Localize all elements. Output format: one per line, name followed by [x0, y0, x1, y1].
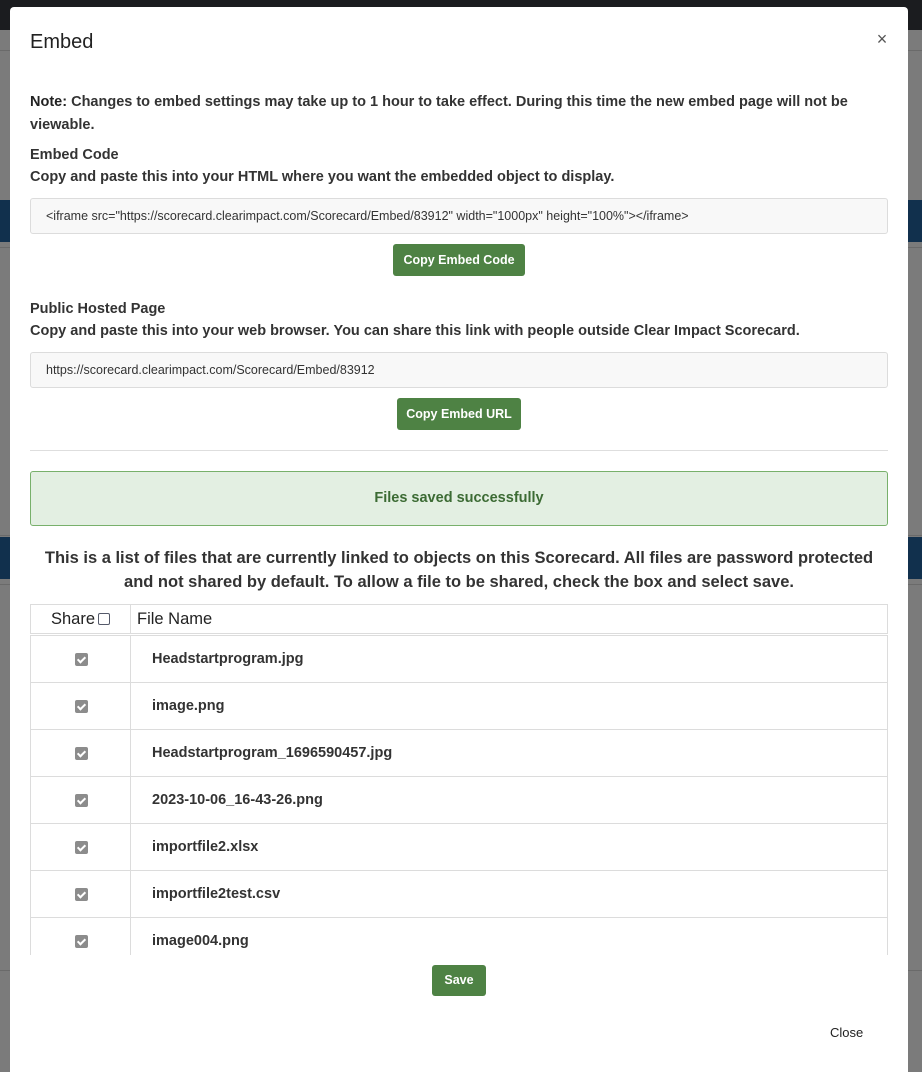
embed-code-description: Copy and paste this into your HTML where you want the embedded object to display.	[30, 169, 615, 185]
share-checkbox[interactable]	[75, 841, 88, 854]
copy-embed-code-button[interactable]: Copy Embed Code	[393, 244, 525, 276]
embed-url-field[interactable]: https://scorecard.clearimpact.com/Scorecard/Embed/83912	[30, 352, 888, 388]
note-text	[30, 91, 880, 137]
note-body: Changes to embed settings may take up to 1 hour to take effect. During this time the new embed page will not be viewable.	[30, 94, 848, 133]
table-row	[31, 730, 887, 777]
save-button[interactable]: Save	[432, 965, 486, 996]
table-row	[31, 777, 887, 824]
public-page-description: Copy and paste this into your web browser. You can share this link with people outside Clear Impact Scorecard.	[30, 323, 800, 339]
files-table-body[interactable]	[30, 635, 888, 955]
embed-code-title: Embed Code	[30, 147, 119, 163]
share-checkbox[interactable]	[75, 747, 88, 760]
files-table-header	[30, 604, 888, 634]
table-row	[31, 918, 887, 955]
file-name-cell: image004.png	[152, 933, 249, 949]
share-cell	[31, 918, 131, 955]
embed-code-field[interactable]: <iframe src="https://scorecard.clearimpact.com/Scorecard/Embed/83912" width="1000px" height="100%"></iframe>	[30, 198, 888, 234]
share-checkbox[interactable]	[75, 653, 88, 666]
share-cell	[31, 683, 131, 729]
share-checkbox[interactable]	[75, 888, 88, 901]
table-row	[31, 683, 887, 730]
file-name-cell: importfile2.xlsx	[152, 839, 259, 855]
note-label: Note:	[30, 94, 68, 110]
table-row	[31, 871, 887, 918]
share-cell	[31, 871, 131, 917]
table-row	[31, 636, 887, 683]
share-cell	[31, 824, 131, 870]
file-name-cell: 2023-10-06_16-43-26.png	[152, 792, 323, 808]
file-name-cell: importfile2test.csv	[152, 886, 281, 902]
file-name-column-header: File Name	[137, 610, 213, 628]
public-page-title: Public Hosted Page	[30, 301, 166, 317]
share-cell	[31, 636, 131, 682]
select-all-checkbox[interactable]	[98, 613, 110, 625]
share-cell	[31, 730, 131, 776]
share-header-label: Share	[50, 610, 96, 628]
share-cell	[31, 777, 131, 823]
embed-modal	[10, 7, 908, 1072]
close-button[interactable]: Close	[830, 1025, 864, 1040]
modal-title: Embed	[30, 31, 94, 53]
copy-embed-url-button[interactable]: Copy Embed URL	[397, 398, 521, 430]
file-name-cell: Headstartprogram.jpg	[152, 651, 304, 667]
file-name-cell: Headstartprogram_1696590457.jpg	[152, 745, 393, 761]
table-row	[31, 824, 887, 871]
file-name-cell: image.png	[152, 698, 225, 714]
close-icon[interactable]: ×	[876, 29, 888, 49]
share-column-header	[31, 605, 131, 633]
share-checkbox[interactable]	[75, 935, 88, 948]
modal-header	[10, 7, 908, 79]
section-divider	[30, 450, 888, 451]
share-checkbox[interactable]	[75, 794, 88, 807]
files-intro-text: This is a list of files that are currently linked to objects on this Scorecard. All files are password protected and not shared by default. To allow a file to be shared, check the box and select save.	[44, 549, 874, 591]
success-alert: Files saved successfully	[30, 471, 888, 526]
share-checkbox[interactable]	[75, 700, 88, 713]
